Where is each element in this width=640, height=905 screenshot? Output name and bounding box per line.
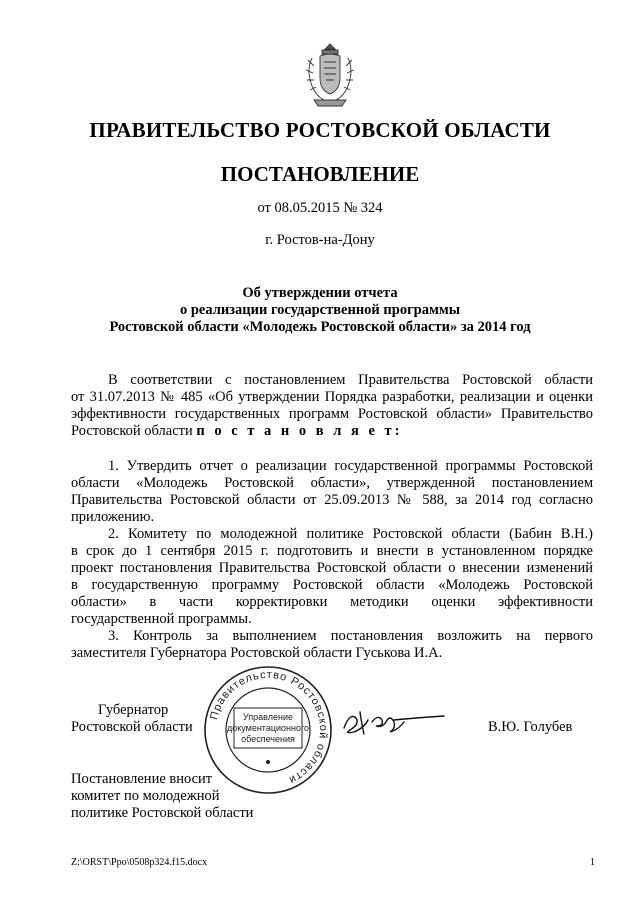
intro-paragraph (71, 372, 593, 440)
paragraph-line: области «Молодежь Ростовской области», утвержденной постановлением (71, 475, 593, 491)
signatory-title (71, 702, 193, 736)
list-item (71, 628, 593, 662)
list-item (71, 458, 593, 526)
subject-line: Ростовской области «Молодежь Ростовской области» за 2014 год (109, 319, 531, 335)
submitted-by (71, 771, 253, 822)
page-number: 1 (590, 857, 595, 868)
paragraph-line (71, 423, 593, 440)
document-place: г. Ростов-на-Дону (265, 232, 375, 248)
submitted-by-line: комитет по молодежной (71, 788, 220, 804)
seal-outer-text: Правительство Ростовской области (208, 668, 330, 787)
file-path: Z:\ORST\Ppo\0508p324.f15.docx (71, 857, 208, 868)
subject-line: о реализации государственной программы (179, 302, 461, 318)
organization-name: ПРАВИТЕЛЬСТВО РОСТОВСКОЙ ОБЛАСТИ (89, 118, 551, 142)
paragraph-line: эффективности государственных программ Ростовской области» Правительство (71, 406, 593, 422)
paragraph-text: Ростовской области (71, 423, 197, 439)
decree-word: п о с т а н о в л я е т: (196, 423, 403, 439)
document-subject (0, 285, 640, 336)
signatory-region: Ростовской области (71, 719, 193, 735)
seal-inner-text: Управление (242, 712, 294, 722)
submitted-by-line: политике Ростовской области (71, 805, 254, 821)
paragraph-line: Правительства Ростовской области от 25.09.2013 № 588, за 2014 год согласно (71, 492, 593, 508)
paragraph-line: 2. Комитету по молодежной политике Ростовской области (Бабин В.Н.) (108, 526, 593, 542)
signatory-name: В.Ю. Голубев (488, 719, 573, 735)
document-date-number: от 08.05.2015 № 324 (257, 200, 383, 216)
list-item (71, 526, 593, 628)
paragraph-line: государственной программы. (71, 611, 252, 627)
document-type: ПОСТАНОВЛЕНИЕ (220, 162, 420, 186)
paragraph-line: В соответствии с постановлением Правительства Ростовской области (108, 372, 593, 388)
paragraph-line: в государственную программу Ростовской области «Молодежь Ростовской (71, 577, 593, 593)
subject-line: Об утверждении отчета (242, 285, 398, 301)
paragraph-line: 1. Утвердить отчет о реализации государственной программы Ростовской (108, 458, 593, 474)
submitted-by-line: Постановление вносит (71, 771, 213, 787)
seal-inner-text: обеспечения (241, 734, 295, 744)
paragraph-line: заместителя Губернатора Ростовской области Гуськова И.А. (71, 645, 443, 661)
seal-inner-text: документационного (226, 723, 310, 733)
handwritten-signature-icon (338, 700, 448, 744)
paragraph-line: в срок до 1 сентября 2015 г. подготовить и внести в установленном порядке (71, 543, 593, 559)
coat-of-arms-icon (300, 40, 360, 112)
paragraph-line: приложению. (71, 509, 155, 525)
paragraph-line: проект постановления Правительства Ростовской области о внесении изменений (71, 560, 593, 576)
paragraph-line: 3. Контроль за выполнением постановления возложить на первого (108, 628, 593, 644)
paragraph-line: от 31.07.2013 № 485 «Об утверждении Порядка разработки, реализации и оценки (71, 389, 593, 405)
paragraph-line: области» в части корректировки методики оценки эффективности (71, 594, 593, 610)
signatory-position: Губернатор (98, 702, 169, 718)
